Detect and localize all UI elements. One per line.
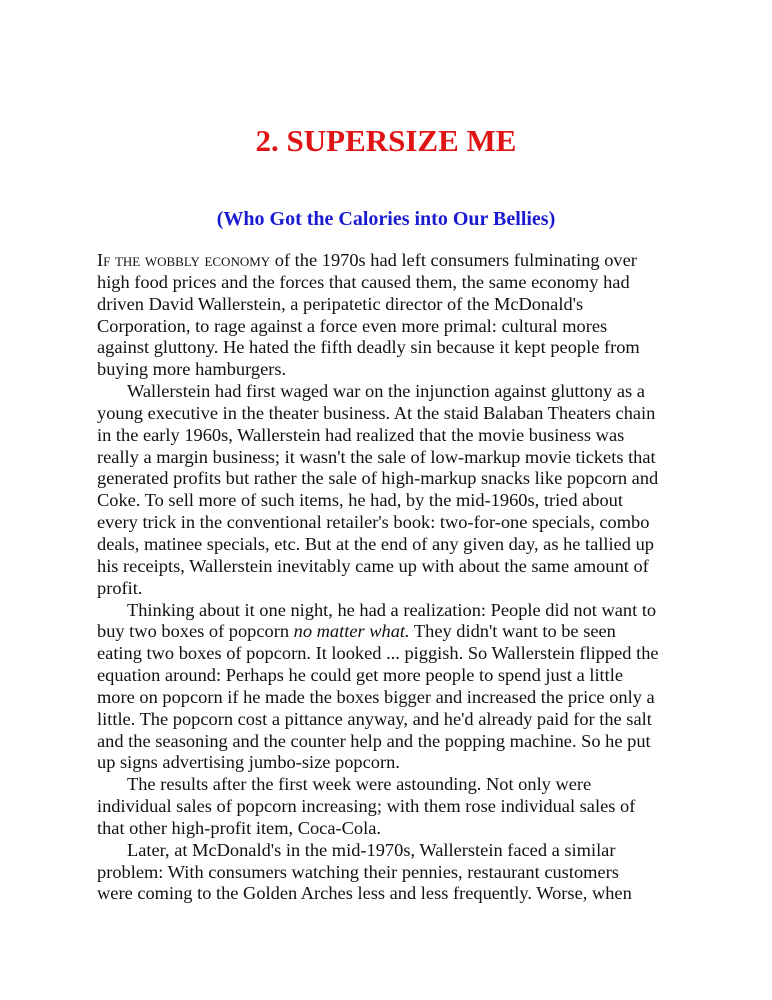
text-line: equation around: Perhaps he could get more people to spend just a little xyxy=(97,665,624,686)
text-line: Later, at McDonald's in the mid-1970s, Wallerstein faced a similar xyxy=(127,839,616,860)
body-text xyxy=(97,250,687,905)
text-line: driven David Wallerstein, a peripatetic director of the McDonald's xyxy=(97,293,584,314)
text-line: that other high-profit item, Coca-Cola. xyxy=(97,817,381,838)
text-line: in the early 1960s, Wallerstein had realized that the movie business was xyxy=(97,424,625,445)
text-line: every trick in the conventional retailer's book: two-for-one specials, combo xyxy=(97,512,650,533)
text-line: more on popcorn if he made the boxes bigger and increased the price only a xyxy=(97,686,655,707)
chapter-title: 2. SUPERSIZE ME xyxy=(255,123,517,158)
text-line: Thinking about it one night, he had a realization: People did not want to xyxy=(127,599,657,620)
lead-smallcaps: If the wobbly economy xyxy=(97,250,271,270)
text-line xyxy=(97,621,687,643)
text-line: problem: With consumers watching their pennies, restaurant customers xyxy=(97,861,619,882)
text-line: up signs advertising jumbo-size popcorn. xyxy=(97,752,400,773)
text-line: high food prices and the forces that caused them, the same economy had xyxy=(97,271,630,292)
text-line: generated profits but rather the sale of high-markup snacks like popcorn and xyxy=(97,468,659,489)
text-line: profit. xyxy=(97,577,143,598)
text-line: against gluttony. He hated the fifth deadly sin because it kept people from xyxy=(97,337,640,358)
lead-rest: of the 1970s had left consumers fulminating over xyxy=(270,250,637,270)
text-line: buying more hamburgers. xyxy=(97,359,287,380)
text-line: The results after the first week were astounding. Not only were xyxy=(127,774,592,795)
text-line: eating two boxes of popcorn. It looked ... piggish. So Wallerstein flipped the xyxy=(97,643,659,664)
text-line: really a margin business; it wasn't the sale of low-markup movie tickets that xyxy=(97,446,656,467)
text-line: were coming to the Golden Arches less and less frequently. Worse, when xyxy=(97,883,632,904)
text-line: Wallerstein had first waged war on the injunction against gluttony as a xyxy=(127,381,645,402)
emph-after: They didn't want to be seen xyxy=(409,621,616,642)
text-line: young executive in the theater business. At the staid Balaban Theaters chain xyxy=(97,402,656,423)
text-line: little. The popcorn cost a pittance anyway, and he'd already paid for the salt xyxy=(97,708,652,729)
text-line xyxy=(97,250,687,272)
text-line: and the seasoning and the counter help and the popping machine. So he put xyxy=(97,730,651,751)
emph-italic: no matter what. xyxy=(293,621,410,642)
emph-before: buy two boxes of popcorn xyxy=(97,621,294,642)
chapter-subtitle: (Who Got the Calories into Our Bellies) xyxy=(216,208,556,230)
text-line: individual sales of popcorn increasing; with them rose individual sales of xyxy=(97,796,636,817)
text-line: Corporation, to rage against a force even more primal: cultural mores xyxy=(97,315,608,336)
text-line: Coke. To sell more of such items, he had, by the mid-1960s, tried about xyxy=(97,490,623,511)
text-line: deals, matinee specials, etc. But at the end of any given day, as he tallied up xyxy=(97,533,654,554)
text-line: his receipts, Wallerstein inevitably came up with about the same amount of xyxy=(97,555,649,576)
